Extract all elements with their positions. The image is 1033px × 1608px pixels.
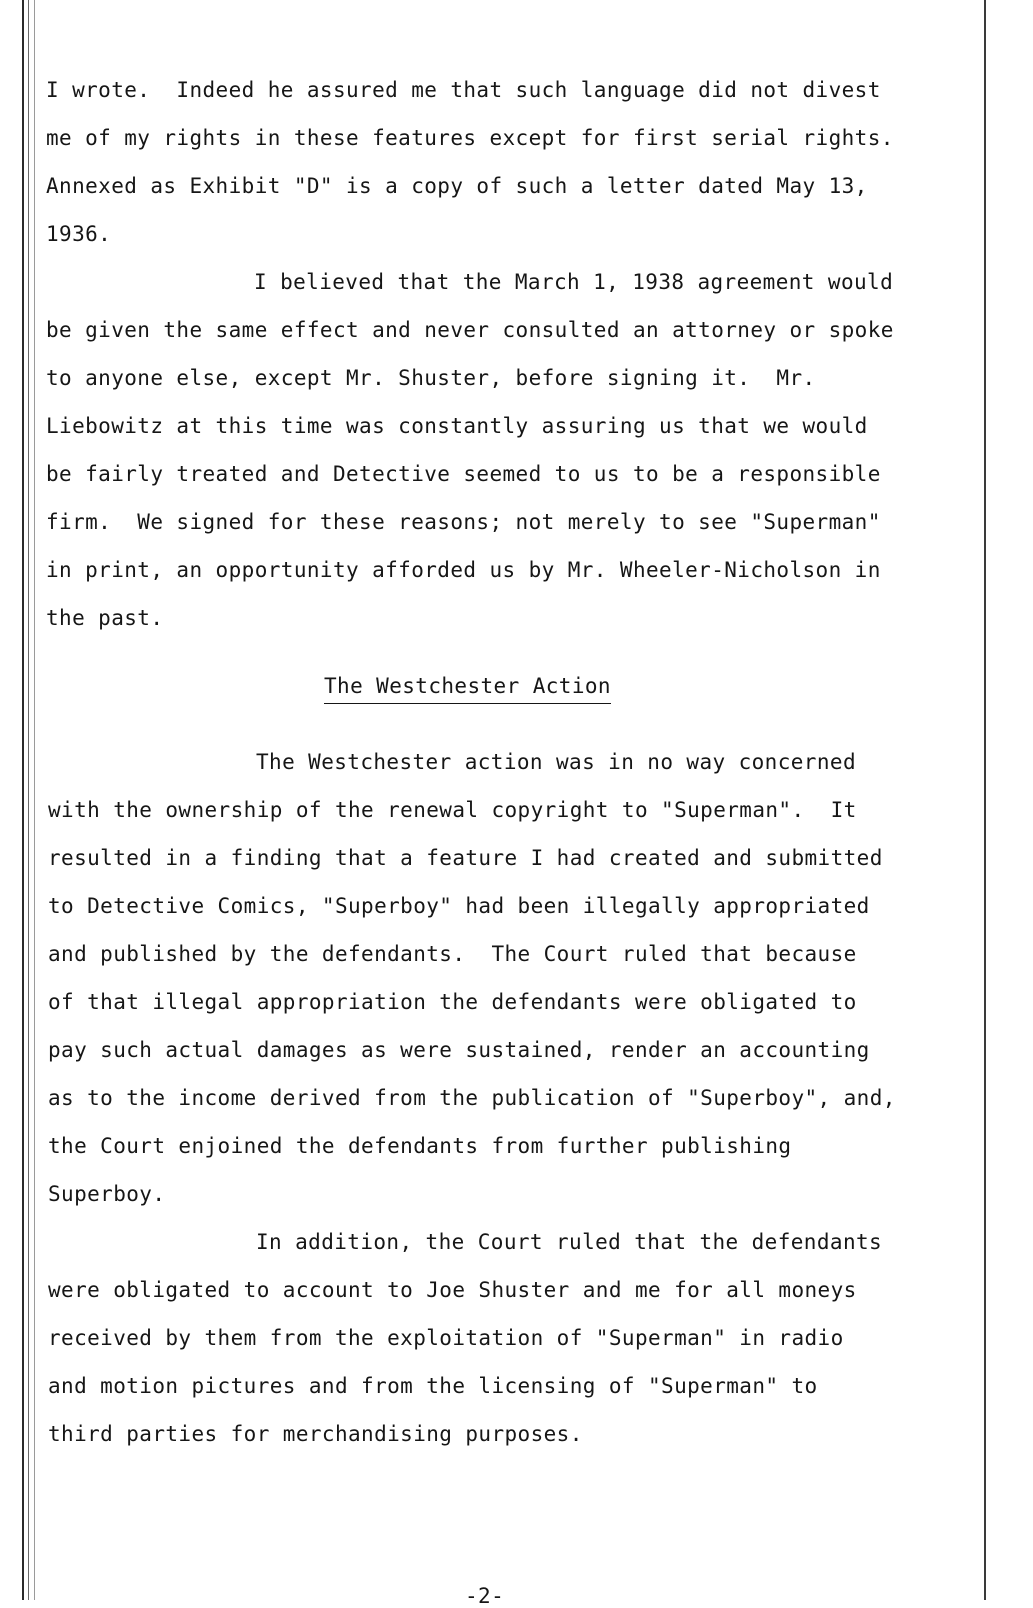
text-line: 1936.: [46, 222, 112, 246]
text-line: In addition, the Court ruled that the defendants: [256, 1230, 883, 1254]
text-line: me of my rights in these features except for first serial rights.: [46, 126, 894, 150]
text-line: the Court enjoined the defendants from further publishing: [48, 1134, 792, 1158]
text-line: of that illegal appropriation the defendants were obligated to: [48, 990, 857, 1014]
text-line: I believed that the March 1, 1938 agreement would: [254, 270, 894, 294]
page-number: -2-: [465, 1584, 505, 1608]
left-margin-rule-inner: [28, 0, 29, 1600]
text-line: resulted in a finding that a feature I had created and submitted: [48, 846, 883, 870]
right-margin-rule: [984, 0, 986, 1600]
left-margin-rule: [22, 0, 24, 1600]
text-line: be given the same effect and never consulted an attorney or spoke: [46, 318, 894, 342]
text-line: were obligated to account to Joe Shuster and me for all moneys: [48, 1278, 857, 1302]
text-line: third parties for merchandising purposes.: [48, 1422, 583, 1446]
text-line: pay such actual damages as were sustained, render an accounting: [48, 1038, 870, 1062]
text-line: to Detective Comics, "Superboy" had been illegally appropriated: [48, 894, 870, 918]
body-text-upper: [46, 66, 976, 642]
text-line: firm. We signed for these reasons; not merely to see "Superman": [46, 510, 881, 534]
section-heading: The Westchester Action: [324, 670, 611, 704]
text-line: be fairly treated and Detective seemed to us to be a responsible: [46, 462, 881, 486]
text-line: in print, an opportunity afforded us by Mr. Wheeler-Nicholson in: [46, 558, 881, 582]
text-line: the past.: [46, 606, 164, 630]
left-margin-rule-faint: [34, 0, 35, 1600]
text-line: Annexed as Exhibit "D" is a copy of such a letter dated May 13,: [46, 174, 868, 198]
text-line: Liebowitz at this time was constantly assuring us that we would: [46, 414, 868, 438]
body-text-lower: [48, 738, 978, 1458]
text-line: I wrote. Indeed he assured me that such language did not divest: [46, 78, 881, 102]
text-line: and motion pictures and from the licensing of "Superman" to: [48, 1374, 818, 1398]
text-line: with the ownership of the renewal copyright to "Superman". It: [48, 798, 857, 822]
text-line: received by them from the exploitation of "Superman" in radio: [48, 1326, 844, 1350]
text-line: and published by the defendants. The Court ruled that because: [48, 942, 857, 966]
text-line: to anyone else, except Mr. Shuster, before signing it. Mr.: [46, 366, 816, 390]
text-line: as to the income derived from the publication of "Superboy", and,: [48, 1086, 896, 1110]
text-line: Superboy.: [48, 1182, 166, 1206]
text-line: The Westchester action was in no way concerned: [256, 750, 856, 774]
